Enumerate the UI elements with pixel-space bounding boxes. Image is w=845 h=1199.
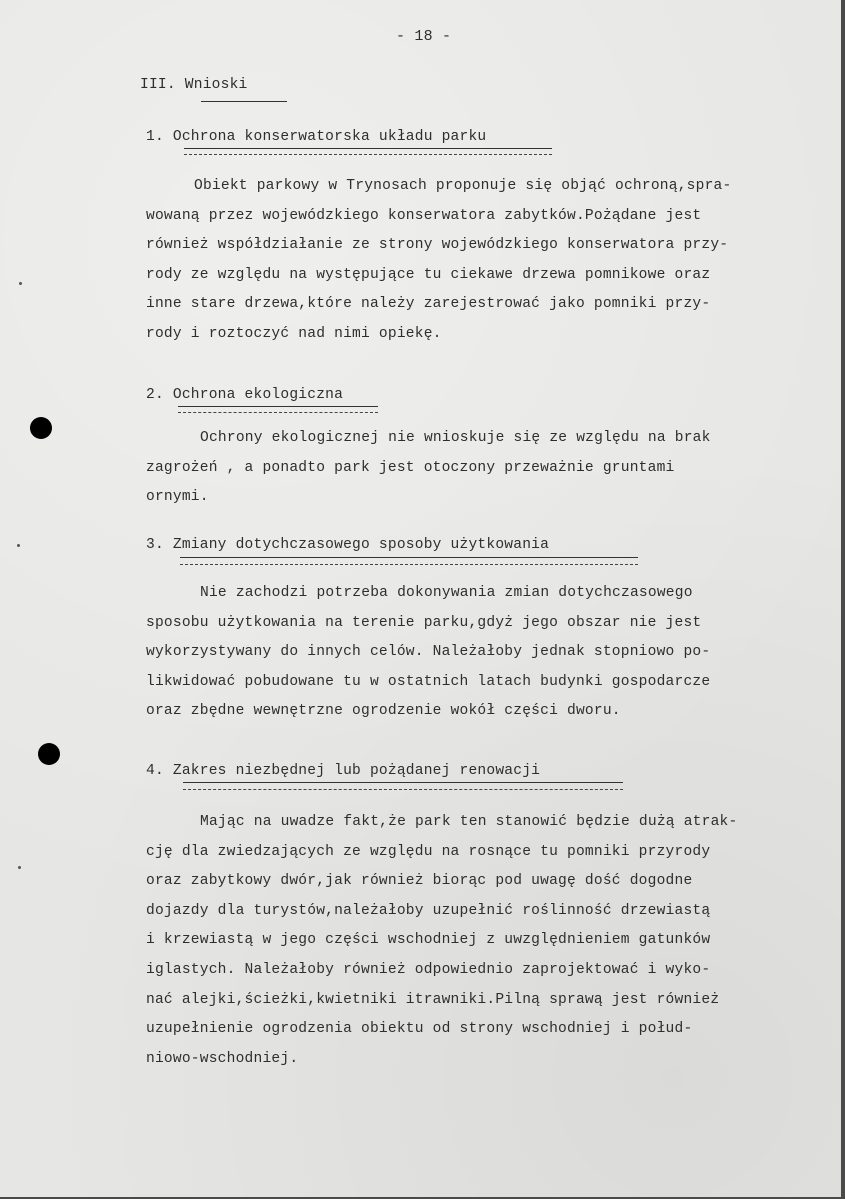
- speck: [19, 282, 22, 285]
- paragraph-line: oraz zbędne wewnętrzne ogrodzenie wokół części dworu.: [146, 703, 621, 720]
- paragraph-4: [146, 808, 826, 1074]
- subsection-dash-1: [184, 154, 552, 155]
- punch-hole-top: [30, 417, 52, 439]
- subsection-dash-4: [183, 789, 623, 790]
- paragraph-line: Mając na uwadze fakt,że park ten stanowić będzie dużą atrak-: [200, 814, 738, 830]
- speck: [17, 544, 20, 547]
- paragraph-line: dojazdy dla turystów,należałoby uzupełnić roślinność drzewiastą: [146, 902, 711, 919]
- subsection-heading-3: 3. Zmiany dotychczasowego sposoby użytkowania: [146, 537, 550, 553]
- paragraph-line: wykorzystywany do innych celów. Należałoby jednak stopniowo po-: [146, 644, 711, 661]
- paragraph-line: oraz zabytkowy dwór,jak również biorąc pod uwagę dość dogodne: [146, 873, 693, 890]
- section-heading: III. Wnioski: [140, 77, 248, 93]
- paragraph-line: likwidować pobudowane tu w ostatnich latach budynki gospodarcze: [146, 673, 711, 690]
- paragraph-line: niowo-wschodniej.: [146, 1050, 299, 1067]
- paragraph-line: również współdziałanie ze strony wojewódzkiego konserwatora przy-: [146, 237, 729, 254]
- paragraph-line: i krzewiastą w jego części wschodniej z uwzględnieniem gatunków: [146, 932, 711, 949]
- paragraph-line: rody ze względu na występujące tu ciekawe drzewa pomnikowe oraz: [146, 266, 711, 283]
- paragraph-line: rody i roztoczyć nad nimi opiekę.: [146, 325, 442, 342]
- paragraph-line: Nie zachodzi potrzeba dokonywania zmian dotychczasowego: [200, 585, 693, 601]
- paragraph-line: ornymi.: [146, 489, 209, 506]
- page-number: - 18 -: [396, 28, 452, 45]
- paragraph-line: cję dla zwiedzających ze względu na rosnące tu pomniki przyrody: [146, 843, 711, 860]
- paragraph-line: iglastych. Należałoby również odpowiednio zaprojektować i wyko-: [146, 961, 711, 978]
- paragraph-line: uzupełnienie ogrodzenia obiektu od strony wschodniej i połud-: [146, 1021, 693, 1038]
- paragraph-1: [146, 172, 826, 350]
- paragraph-line: Ochrony ekologicznej nie wnioskuje się ze względu na brak: [200, 430, 711, 446]
- paragraph-line: Obiekt parkowy w Trynosach proponuje się objąć ochroną,spra-: [194, 178, 732, 194]
- subsection-underline-1: [184, 148, 552, 149]
- speck: [18, 866, 21, 869]
- subsection-heading-4: 4. Zakres niezbędnej lub pożądanej renowacji: [146, 763, 541, 779]
- subsection-dash-3: [180, 564, 638, 565]
- paragraph-line: sposobu użytkowania na terenie parku,gdyż jego obszar nie jest: [146, 614, 702, 631]
- paragraph-line: inne stare drzewa,które należy zarejestrować jako pomniki przy-: [146, 296, 711, 313]
- paragraph-3: [146, 579, 826, 727]
- paragraph-line: zagrożeń , a ponadto park jest otoczony przeważnie gruntami: [146, 459, 675, 476]
- subsection-dash-2: [178, 412, 378, 413]
- subsection-underline-4: [183, 782, 623, 783]
- punch-hole-bottom: [38, 743, 60, 765]
- paragraph-2: [146, 424, 826, 513]
- subsection-heading-1: 1. Ochrona konserwatorska układu parku: [146, 129, 487, 145]
- subsection-underline-3: [180, 557, 638, 558]
- paragraph-line: nać alejki,ścieżki,kwietniki itrawniki.Pilną sprawą jest również: [146, 991, 720, 1008]
- paragraph-line: wowaną przez wojewódzkiego konserwatora zabytków.Pożądane jest: [146, 207, 702, 224]
- subsection-heading-2: 2. Ochrona ekologiczna: [146, 387, 344, 403]
- subsection-underline-2: [178, 406, 378, 407]
- heading-underline: [201, 101, 287, 102]
